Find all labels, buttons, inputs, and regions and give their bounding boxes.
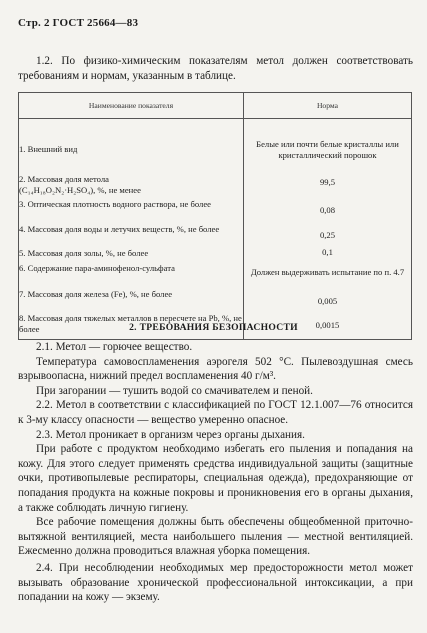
row-name: 4. Массовая доля воды и летучих веществ, %, не более [19,224,220,234]
row-norm: 0,0015 [315,320,340,330]
page-header: Стр. 2 ГОСТ 25664—83 [18,17,139,29]
row-norm: 0,1 [322,247,333,257]
paragraph: Температура самовоспламенения аэрогеля 502 °С. Пылевоздушная смесь взрывоопасна, нижний предел воспламенения 40 г/м³. [18,355,413,383]
row-norm: 0,25 [319,230,336,240]
row-name: 8. Массовая доля тяжелых металлов в пересчете на Pb, %, не более [19,313,242,334]
row-name: 1. Внешний вид [19,144,78,154]
paragraph: При загорании — тушить водой со смачивателем и пеной. [36,384,313,397]
paragraph: Все рабочие помещения должны быть обеспечены общеобменной приточно-вытяжной вентиляцией, места наибольшего пыления — местной вентиляцией. Ежесменно должна проводиться влажная уборка помещения. [18,516,413,558]
table-row [19,172,412,196]
section-body [18,340,413,605]
table-row [19,261,412,287]
row-norm: 99,5 [319,177,336,187]
row-norm: 0,005 [317,296,338,306]
table-header-row [19,93,412,119]
specification-table [18,92,412,340]
table-row [19,196,412,221]
row-norm: 0,08 [319,205,336,215]
row-name: 6. Содержание пара-аминофенол-сульфата [19,263,175,273]
paragraph: 2.4. При несоблюдении необходимых мер предосторожности метол может вызывать образование хронической профессиональной интоксикации, а при попадании на кожу — экзему. [18,561,413,604]
row-norm: Белые или почти белые кристаллы или кристаллический порошок [256,139,399,160]
table-row [19,221,412,246]
paragraph: 2.2. Метол в соответствии с классификацией по ГОСТ 12.1.007—76 относится к 3-му классу опасности — вещество умеренно опасное. [18,399,413,426]
table-row [19,246,412,261]
column-header-name: Наименование показателя [19,93,244,119]
intro-paragraph: 1.2. По физико-химическим показателям метол должен соответствовать требованиям и нормам, указанным в таблице. [18,55,413,82]
paragraph: 2.1. Метол — горючее вещество. [36,341,193,353]
row-norm: Должен выдерживать испытание по п. 4.7 [250,267,405,277]
row-name: 7. Массовая доля железа (Fe), %, не более [19,289,173,299]
table-row [19,119,412,173]
row-name: 2. Массовая доля метола [19,174,109,184]
row-name: 5. Массовая доля золы, %, не более [19,248,149,258]
row-formula: (C₁₄H₁₈O₂N₂·H₂SO₄), %, не менее [19,185,141,195]
paragraph: При работе с продуктом необходимо избегать его пыления и попадания на кожу. Для этого следует применять средства индивидуальной защиты (защитные очки, противопылевые респираторы, специальная одежда), предохраняющие от попадания продукта на кожные покровы и проникновения его в органы дыхания, а также соблюдать личную гигиену. [18,443,413,514]
table-row [19,287,412,311]
row-name: 3. Оптическая плотность водного раствора, не более [19,199,211,209]
column-header-norm: Норма [244,93,412,119]
paragraph: 2.3. Метол проникает в организм через органы дыхания. [36,428,305,441]
section-title: 2. ТРЕБОВАНИЯ БЕЗОПАСНОСТИ [129,322,298,333]
